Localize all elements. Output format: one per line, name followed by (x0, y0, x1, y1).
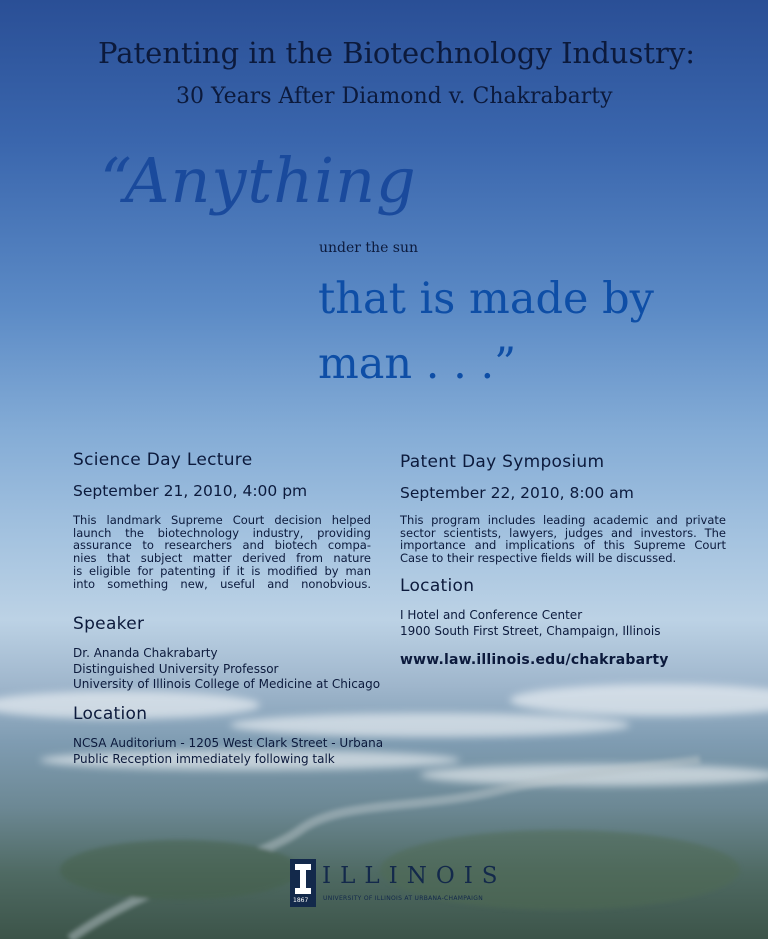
description-line: into something new, useful and nonobvious. (73, 576, 371, 591)
quote-anything: “Anything (100, 144, 417, 217)
science-location-details (73, 736, 383, 767)
title-line-2: 30 Years After Diamond v. Chakrabarty (176, 84, 613, 109)
patent-day-description (400, 514, 726, 565)
location-line: Public Reception immediately following talk (73, 751, 335, 766)
science-location-heading: Location (73, 704, 148, 724)
description-line: is eligible for patenting if it is modified by man (73, 563, 371, 578)
description-line: sector scientists, lawyers, judges and investors. The (400, 525, 726, 540)
patent-location-details (400, 608, 660, 639)
patent-day-date: September 22, 2010, 8:00 am (400, 484, 634, 502)
science-day-description (73, 514, 371, 590)
science-day-date: September 21, 2010, 4:00 pm (73, 482, 308, 500)
quote-that-is-made-by: that is made by (318, 274, 654, 324)
description-line: This landmark Supreme Court decision helped (73, 513, 371, 527)
description-line: Case to their respective fields will be discussed. (400, 551, 677, 566)
location-line: I Hotel and Conference Center (400, 608, 583, 622)
logo-subtitle: UNIVERSITY OF ILLINOIS AT URBANA-CHAMPAIGN (323, 895, 483, 902)
patent-day-heading: Patent Day Symposium (400, 452, 605, 472)
logo-year: 1867 (293, 897, 309, 904)
science-day-heading: Science Day Lecture (73, 450, 253, 470)
location-line: NCSA Auditorium - 1205 West Clark Street - Urbana (73, 736, 384, 750)
speaker-affiliation: University of Illinois College of Medicine at Chicago (73, 677, 381, 691)
speaker-heading: Speaker (73, 614, 145, 634)
location-line: 1900 South First Street, Champaign, Illinois (400, 623, 661, 638)
speaker-details (73, 646, 380, 693)
speaker-title: Distinguished University Professor (73, 661, 279, 676)
quote-under-the-sun: under the sun (319, 240, 419, 256)
patent-location-heading: Location (400, 576, 475, 596)
description-line: This program includes leading academic and private (400, 513, 726, 527)
description-line: assurance to researchers and biotech compa- (73, 538, 371, 553)
description-line: nies that subject matter derived from nature (73, 551, 371, 566)
title-line-1: Patenting in the Biotechnology Industry: (98, 36, 696, 70)
description-line: launch the biotechnology industry, providing (73, 525, 371, 540)
logo-wordmark: ILLINOIS (322, 863, 507, 889)
event-url-link[interactable]: www.law.illinois.edu/chakrabarty (400, 652, 669, 668)
description-line: importance and implications of this Supreme Court (400, 538, 726, 553)
quote-man: man . . .” (318, 339, 517, 389)
speaker-name: Dr. Ananda Chakrabarty (73, 646, 218, 660)
university-logo (290, 859, 510, 909)
